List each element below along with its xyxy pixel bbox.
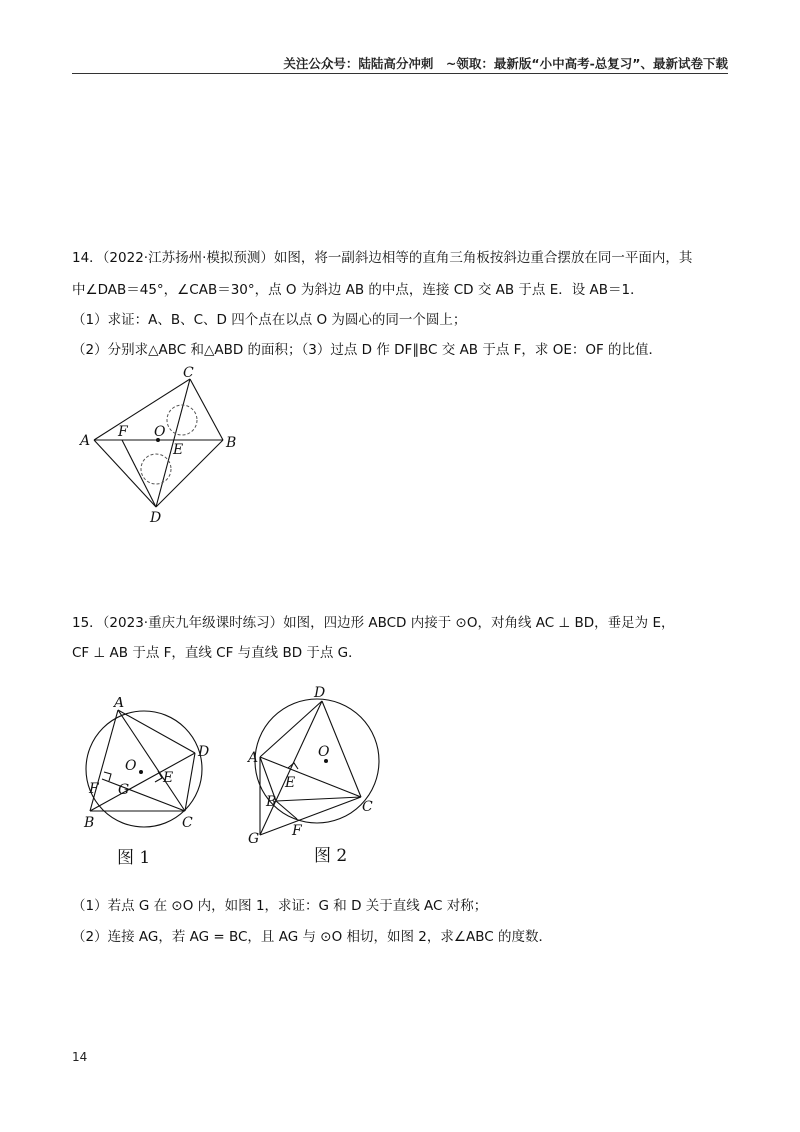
q15-line-1: 15．（2023·重庆九年级课时练习）如图，四边形 ABCD 内接于 ⊙O，对角线 AC ⊥ BD，垂足为 E， xyxy=(72,615,675,631)
q15-figure-2 xyxy=(244,683,389,848)
fig2-label-O: O xyxy=(318,744,330,760)
fig2-label-B: B xyxy=(266,794,277,810)
fig1-segment-DC xyxy=(185,753,195,811)
fig1-label-B: B xyxy=(84,815,95,831)
fig2-label-A: A xyxy=(248,750,259,766)
q15-part-1: （1）若点 G 在 ⊙O 内，如图 1，求证：G 和 D 关于直线 AC 对称； xyxy=(72,898,488,914)
fig1-label-G: G xyxy=(118,782,130,798)
page-number: 14 xyxy=(72,1050,88,1064)
q14-label-F: F xyxy=(118,424,128,440)
fig1-label-O: O xyxy=(125,758,137,774)
fig1-segment-AD xyxy=(118,710,195,753)
fig1-label-D: D xyxy=(198,744,210,760)
fig2-segment-CB xyxy=(276,797,361,801)
fig2-segment-AC xyxy=(260,757,361,797)
q14-segment-DB xyxy=(156,440,223,507)
q14-label-D: D xyxy=(150,510,162,525)
fig2-label-F: F xyxy=(292,823,302,839)
fig1-label-F: F xyxy=(89,781,99,797)
q14-label-O: O xyxy=(154,424,166,440)
q14-line-4: （2）分别求△ABC 和△ABD 的面积；（3）过点 D 作 DF∥BC 交 AB 于点 F，求 OE：OF 的比值． xyxy=(72,342,663,358)
header-rule xyxy=(72,73,728,74)
fig1-label-A: A xyxy=(114,697,125,711)
q14-line-1: 14．（2022·江苏扬州·模拟预测）如图，将一副斜边相等的直角三角板按斜边重合摆放在同一平面内，其 xyxy=(72,250,693,266)
q14-segment-CB xyxy=(190,379,223,440)
fig2-caption: 图 2 xyxy=(314,846,348,866)
fig2-label-G: G xyxy=(248,831,260,847)
q14-line-3: （1）求证：A、B、C、D 四个点在以点 O 为圆心的同一个圆上； xyxy=(72,312,467,328)
q15-line-2: CF ⊥ AB 于点 F，直线 CF 与直线 BD 于点 G． xyxy=(72,645,362,661)
page-header: 关注公众号：陆陆高分冲刺 ~领取：最新版“小中高考-总复习”、最新试卷下载 xyxy=(283,56,728,71)
fig2-label-C: C xyxy=(362,799,373,815)
q14-label-C: C xyxy=(183,365,194,381)
q14-label-A: A xyxy=(80,433,91,449)
fig2-label-E: E xyxy=(285,775,296,791)
q14-label-B: B xyxy=(226,435,237,451)
fig2-label-D: D xyxy=(314,685,326,701)
fig1-right-angle-E xyxy=(155,771,162,782)
fig1-label-C: C xyxy=(182,815,193,831)
fig1-caption: 图 1 xyxy=(117,848,151,868)
q14-line-2: 中∠DAB＝45°，∠CAB＝30°，点 O 为斜边 AB 的中点，连接 CD 交 AB 于点 E．设 AB＝1． xyxy=(72,282,644,298)
q15-figure-1 xyxy=(78,697,228,832)
q14-figure xyxy=(72,365,242,525)
fig1-label-E: E xyxy=(163,770,174,786)
fig1-point-O xyxy=(139,770,143,774)
fig2-segment-AD xyxy=(260,701,322,757)
q14-label-E: E xyxy=(173,442,184,458)
q14-segment-FD xyxy=(122,440,156,507)
q14-segment-AD xyxy=(94,440,156,507)
q14-segment-AC xyxy=(94,379,190,440)
q15-part-2: （2）连接 AG，若 AG = BC，且 AG 与 ⊙O 相切，如图 2，求∠ABC 的度数． xyxy=(72,929,552,945)
